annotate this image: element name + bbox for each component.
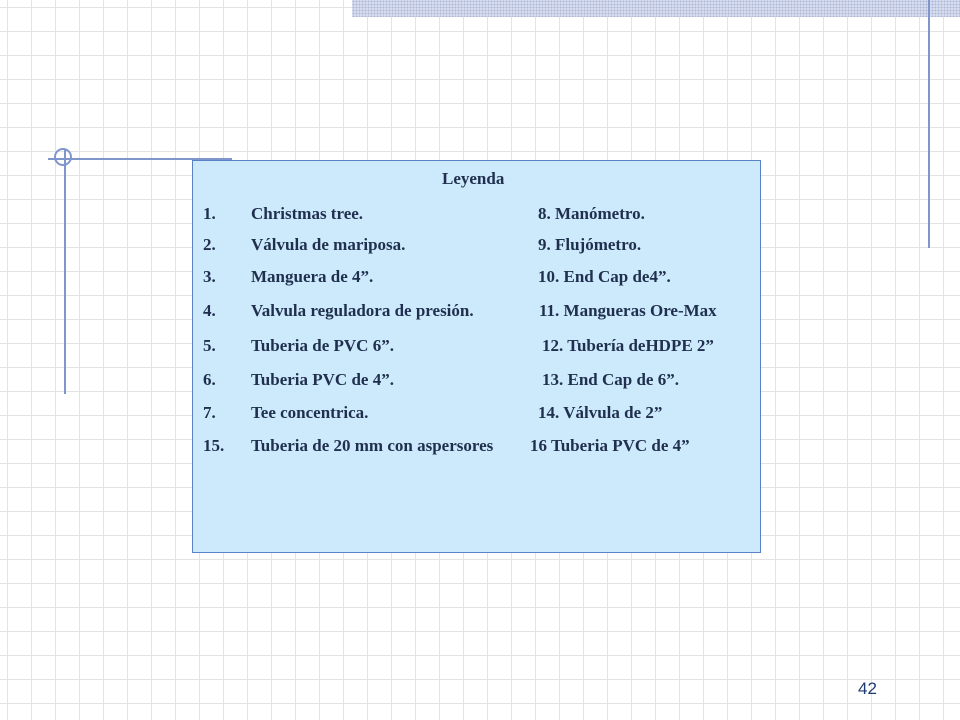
legend-row-number: 7. <box>203 403 216 422</box>
legend-row-label: Manguera de 4”. <box>251 267 374 286</box>
legend-row-number: 3. <box>203 267 216 286</box>
legend-row-right-item: 12. Tubería deHDPE 2” <box>542 336 714 355</box>
legend-row-label: Tuberia de 20 mm con aspersores <box>251 436 494 455</box>
legend-row-right-item: 8. Manómetro. <box>538 204 645 223</box>
legend-row-right-item: 10. End Cap de4”. <box>538 267 671 286</box>
left-vertical-decorative-line <box>64 150 66 394</box>
legend-row-label: Christmas tree. <box>251 204 364 223</box>
corner-ring-icon <box>54 148 72 166</box>
legend-row-right-item: 11. Mangueras Ore-Max <box>539 301 717 320</box>
top-decorative-band <box>352 0 960 17</box>
legend-row-number: 6. <box>203 370 216 389</box>
legend-row-label: Válvula de mariposa. <box>251 235 406 254</box>
page-number: 42 <box>858 679 877 698</box>
right-decorative-line <box>928 0 930 248</box>
legend-row-label: Tuberia de PVC 6”. <box>251 336 394 355</box>
legend-row-label: Tuberia PVC de 4”. <box>251 370 394 389</box>
legend-row-number: 2. <box>203 235 216 254</box>
legend-row-label: Valvula reguladora de presión. <box>251 301 474 320</box>
legend-row-right-item: 9. Flujómetro. <box>538 235 642 254</box>
legend-row-number: 15. <box>203 436 225 455</box>
legend-row-number: 1. <box>203 204 216 223</box>
legend-row-number: 5. <box>203 336 216 355</box>
legend-row-label: Tee concentrica. <box>251 403 369 422</box>
legend-row-right-item: 14. Válvula de 2” <box>538 403 663 422</box>
legend-title: Leyenda <box>442 169 505 188</box>
legend-box <box>192 160 761 553</box>
legend-row-right-item: 16 Tuberia PVC de 4” <box>530 436 690 455</box>
legend-row-right-item: 13. End Cap de 6”. <box>542 370 679 389</box>
legend-row-number: 4. <box>203 301 216 320</box>
